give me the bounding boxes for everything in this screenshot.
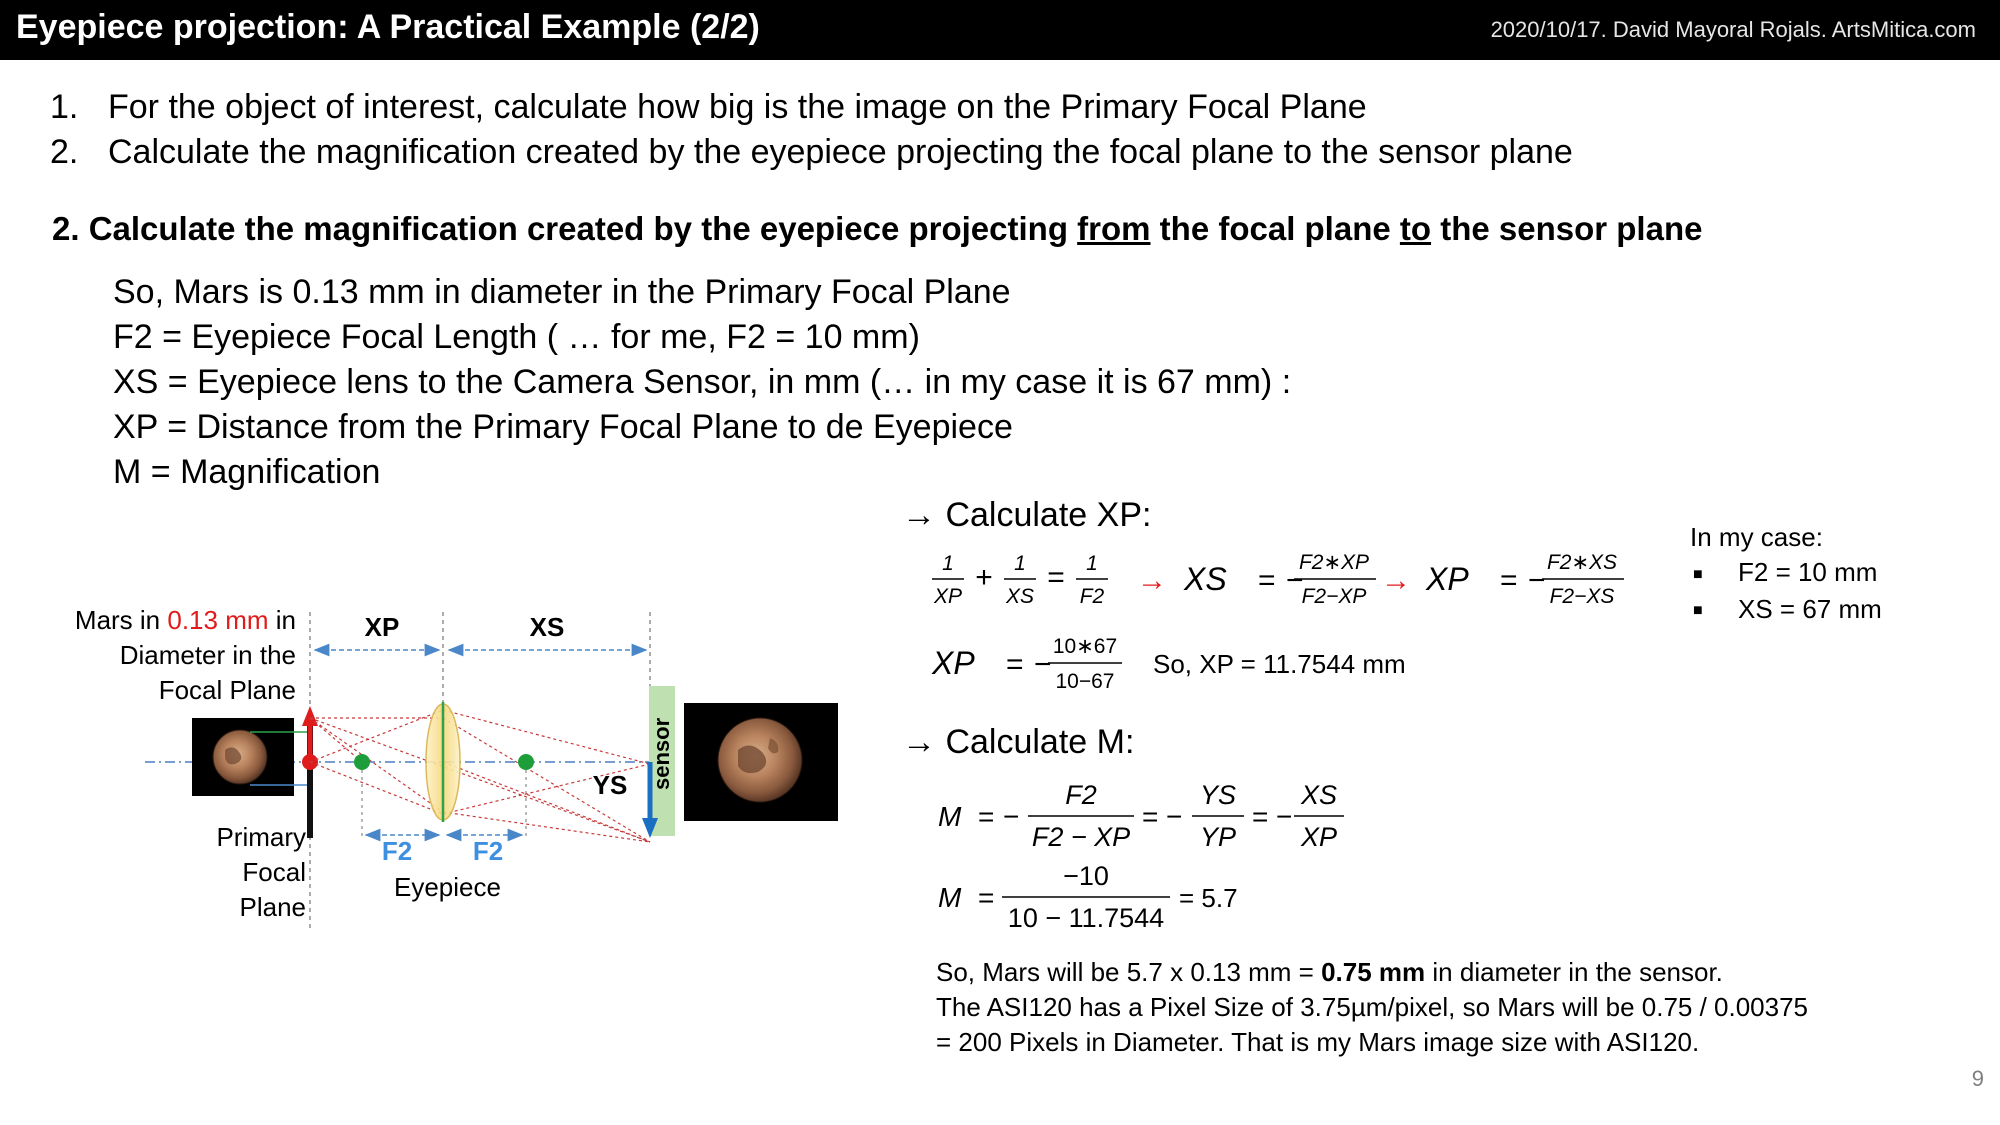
summary-line: So, Mars will be 5.7 x 0.13 mm = 0.75 mm in diameter in the sensor. (936, 957, 1723, 987)
bullet-square-icon: ■ (1693, 602, 1703, 620)
eq-f2-minus-xp: F2 − XP (1031, 822, 1131, 852)
eq-xs: XS (1005, 585, 1035, 608)
eq-f2xp: F2∗XP (1298, 551, 1370, 574)
page-number: 9 (1971, 1066, 1984, 1091)
eq-den-value: 10 − 11.7544 (1007, 903, 1165, 933)
eq-m: M (938, 801, 962, 832)
bullet-square-icon: ■ (1693, 565, 1703, 583)
eq-xs: XS (1184, 561, 1227, 597)
m-equation (930, 775, 1470, 940)
eq-xp: XP (1426, 561, 1469, 597)
eq-plus: + (975, 561, 993, 594)
eq-one: 1 (942, 552, 954, 575)
arrow-right-icon: → (1381, 564, 1411, 597)
primary-focal-plane-label: Primary Focal Plane (216, 822, 306, 922)
steps-list (50, 85, 1573, 175)
definitions (113, 270, 1291, 495)
my-case-title: In my case: (1690, 522, 1823, 552)
arrow-right-icon: → (902, 496, 936, 534)
optics-diagram (140, 600, 860, 930)
eq-minus: − (1003, 801, 1020, 832)
eq-equals: = (1047, 561, 1065, 594)
definition-line: So, Mars is 0.13 mm in diameter in the Primary Focal Plane (113, 273, 1011, 311)
ys-label: YS (592, 770, 628, 800)
author-credit: 2020/10/17. David Mayoral Rojals. ArtsMitica.com (1490, 17, 1976, 42)
eq-f2-minus-xp: F2−XP (1301, 585, 1367, 608)
calc-xp-heading: → Calculate XP: (902, 496, 1152, 534)
my-case (1690, 520, 1882, 628)
m-result: = 5.7 (1179, 883, 1238, 913)
mars-size-label: Mars in 0.13 mm in Diameter in the Focal Plane (74, 605, 296, 705)
eq-equals: = (1258, 564, 1276, 597)
eq-equals: = (978, 801, 995, 832)
list-item: 1. For the object of interest, calculate how big is the image on the Primary Focal Plane (50, 88, 1367, 126)
definition-line: F2 = Eyepiece Focal Length ( … for me, F2 = 10 mm) (113, 318, 920, 356)
xp-result: So, XP = 11.7544 mm (1153, 649, 1406, 679)
f2-left-label: F2 (381, 836, 413, 866)
f2-right-label: F2 (472, 836, 504, 866)
eq-f2: F2 (1065, 780, 1097, 810)
eq-xp: XP (932, 645, 975, 681)
eq-equals: = (1142, 801, 1159, 832)
arrow-right-icon: → (902, 723, 936, 761)
eq-yp: YP (1199, 822, 1237, 852)
summary-line: The ASI120 has a Pixel Size of 3.75µm/pixel, so Mars will be 0.75 / 0.00375 (936, 992, 1809, 1022)
title-bar (0, 0, 2000, 60)
eq-minus: − (1528, 564, 1546, 597)
xs-label: XS (529, 612, 565, 642)
eq-ys: YS (1199, 780, 1237, 810)
slide-title: Eyepiece projection: A Practical Example (2/2) (16, 8, 760, 46)
eq-num-value: −10 (1063, 861, 1109, 891)
focal-point-left (354, 754, 370, 770)
calc-m-heading: → Calculate M: (902, 723, 1135, 761)
eq-f2: F2 (1079, 585, 1105, 608)
xp-label: XP (364, 612, 400, 642)
summary-line: = 200 Pixels in Diameter. That is my Mars image size with ASI120. (936, 1027, 1700, 1057)
definition-line: M = Magnification (113, 453, 381, 491)
eq-f2-minus-xs: F2−XS (1549, 585, 1615, 608)
eq-equals: = (978, 882, 995, 913)
arrow-right-icon: → (1137, 564, 1167, 597)
eq-equals: = (1252, 801, 1269, 832)
section-heading: 2. Calculate the magnification created by the eyepiece projecting from the focal plane to the sensor plane (52, 210, 1703, 247)
eq-f2xs: F2∗XS (1546, 551, 1618, 574)
definition-line: XS = Eyepiece lens to the Camera Sensor, in mm (… in my case it is 67 mm) : (113, 363, 1292, 401)
eq-den-value: 10−67 (1055, 670, 1115, 693)
summary (936, 955, 1808, 1060)
list-item: ■ XS = 67 mm (1690, 592, 1882, 629)
list-item: 2. Calculate the magnification created by the eyepiece projecting the focal plane to the sensor plane (50, 133, 1573, 171)
sensor-label: sensor (649, 717, 674, 790)
eq-one: 1 (1014, 552, 1026, 575)
xp-equation (920, 540, 1640, 720)
eq-minus: − (1276, 801, 1293, 832)
eq-minus: − (1034, 648, 1052, 681)
eq-xs: XS (1300, 780, 1338, 810)
eq-m: M (938, 882, 962, 913)
eyepiece-label: Eyepiece (394, 872, 501, 902)
eq-minus: − (1166, 801, 1183, 832)
eq-one: 1 (1086, 552, 1098, 575)
definition-line: XP = Distance from the Primary Focal Plane to de Eyepiece (113, 408, 1013, 446)
list-item: ■ F2 = 10 mm (1690, 555, 1882, 592)
eq-num-value: 10∗67 (1052, 635, 1118, 658)
eq-minus: − (1286, 564, 1304, 597)
eq-equals: = (1500, 564, 1518, 597)
eq-xp: XP (1300, 822, 1338, 852)
focal-point-right (518, 754, 534, 770)
eq-equals: = (1006, 648, 1024, 681)
eq-xp: XP (933, 585, 963, 608)
